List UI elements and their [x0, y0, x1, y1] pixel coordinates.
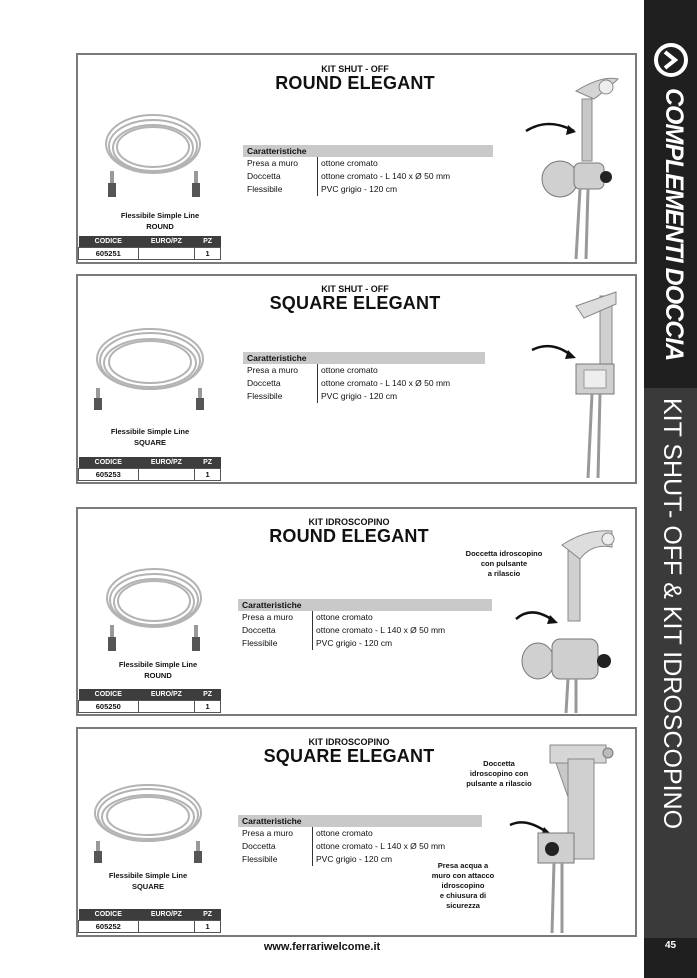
spec-row	[238, 827, 482, 840]
header-codice: CODICE	[79, 909, 139, 921]
product-name: ROUND ELEGANT	[275, 73, 435, 93]
spec-title: Caratteristiche	[243, 352, 485, 364]
spec-key: Presa a muro	[238, 827, 313, 840]
price-table	[78, 236, 221, 260]
spec-row	[243, 364, 485, 377]
spec-row	[243, 157, 493, 170]
product-box-605251	[76, 53, 637, 264]
hose-image	[90, 781, 206, 869]
product-name: ROUND ELEGANT	[269, 526, 429, 546]
header-euro: EURO/PZ	[138, 236, 195, 248]
spec-key: Presa a muro	[243, 157, 318, 170]
spec-value: ottone cromato	[316, 612, 373, 622]
sidebar	[644, 0, 697, 978]
spec-value: ottone cromato	[321, 365, 378, 375]
hose-caption-line2: ROUND	[144, 671, 172, 680]
hose-caption-line2: SQUARE	[133, 438, 167, 447]
hose-caption	[88, 870, 208, 892]
spec-key: Presa a muro	[238, 611, 313, 624]
hose-caption	[90, 426, 210, 448]
hose-caption-line2: ROUND	[146, 222, 174, 231]
hose-caption-line2: SQUARE	[131, 882, 165, 891]
cell-code: 605250	[79, 701, 139, 713]
spec-title: Caratteristiche	[238, 815, 482, 827]
note-line: con pulsante	[480, 559, 528, 568]
header-pz: PZ	[195, 909, 221, 921]
note-line: muro con attacco	[431, 871, 495, 880]
spec-key: Presa a muro	[243, 364, 318, 377]
product-name: SQUARE ELEGANT	[263, 746, 435, 766]
shower-kit-image	[518, 69, 628, 261]
product-box-605250	[76, 507, 637, 716]
spec-row	[238, 637, 492, 650]
spec-row	[238, 624, 492, 637]
cell-price	[138, 701, 195, 713]
product-box-605253	[76, 274, 637, 484]
sidebar-title-top: COMPLEMENTI DOCCIA	[660, 88, 688, 361]
spec-row	[238, 840, 482, 853]
spec-value: ottone cromato - L 140 x Ø 50 mm	[316, 841, 446, 851]
hose-caption-line1: Flessibile Simple Line	[110, 427, 190, 436]
note-line: Presa acqua a	[437, 861, 489, 870]
spec-table	[238, 599, 492, 650]
spec-title: Caratteristiche	[243, 145, 493, 157]
spec-key: Doccetta	[238, 624, 313, 637]
brand-logo-icon	[653, 42, 689, 78]
cell-price	[138, 921, 195, 933]
kit-type: KIT SHUT - OFF	[321, 284, 389, 294]
cell-price	[138, 248, 195, 260]
cell-pz: 1	[195, 469, 221, 481]
page-number: 45	[664, 940, 677, 951]
product-name: SQUARE ELEGANT	[269, 293, 441, 313]
cell-pz: 1	[195, 921, 221, 933]
spec-value: ottone cromato - L 140 x Ø 50 mm	[316, 625, 446, 635]
note-line: a rilascio	[487, 569, 521, 578]
header-euro: EURO/PZ	[138, 909, 195, 921]
note-line: idroscopino	[441, 881, 485, 890]
hose-caption	[98, 659, 218, 681]
kit-type: KIT SHUT - OFF	[321, 64, 389, 74]
cell-pz: 1	[195, 701, 221, 713]
bidet-kit-image	[508, 737, 632, 933]
kit-type: KIT IDROSCOPINO	[308, 517, 390, 527]
product-box-605252	[76, 727, 637, 937]
hose-image	[102, 111, 204, 201]
header-euro: EURO/PZ	[138, 457, 195, 469]
header-euro: EURO/PZ	[138, 689, 195, 701]
spec-value: PVC grigio - 120 cm	[321, 184, 398, 194]
spec-row	[238, 611, 492, 624]
hose-caption-line1: Flessibile Simple Line	[118, 660, 198, 669]
sidebar-title-bottom: KIT SHUT- OFF & KIT IDROSCOPINO	[658, 398, 686, 830]
header-codice: CODICE	[79, 457, 139, 469]
shower-kit-image	[528, 288, 628, 480]
spec-key: Flessibile	[243, 183, 318, 196]
note-line: pulsante a rilascio	[466, 779, 532, 788]
header-pz: PZ	[195, 236, 221, 248]
note-line: idroscopino con	[469, 769, 529, 778]
cell-code: 605253	[79, 469, 139, 481]
spec-key: Flessibile	[238, 853, 313, 866]
spec-value: ottone cromato	[316, 828, 373, 838]
bidet-kit-image	[508, 521, 630, 713]
spec-value: PVC grigio - 120 cm	[316, 854, 393, 864]
kit-type: KIT IDROSCOPINO	[308, 737, 390, 747]
spec-key: Doccetta	[243, 170, 318, 183]
hose-image	[92, 326, 208, 416]
price-table	[78, 457, 221, 481]
spec-row	[243, 377, 485, 390]
website-link[interactable]: www.ferrariwelcome.it	[263, 941, 381, 953]
spec-table	[243, 352, 485, 403]
header-codice: CODICE	[79, 689, 139, 701]
cell-code: 605251	[79, 248, 139, 260]
cell-code: 605252	[79, 921, 139, 933]
spec-value: ottone cromato	[321, 158, 378, 168]
spec-table	[238, 815, 482, 866]
note-line: sicurezza	[446, 901, 480, 910]
spec-row	[243, 170, 493, 183]
spec-row	[243, 390, 485, 403]
note-line: Doccetta idroscopino	[465, 549, 543, 558]
note-line: e chiusura di	[439, 891, 487, 900]
header-pz: PZ	[195, 457, 221, 469]
hose-caption-line1: Flessibile Simple Line	[120, 211, 200, 220]
cell-price	[138, 469, 195, 481]
price-table	[78, 909, 221, 933]
hose-caption-line1: Flessibile Simple Line	[108, 871, 188, 880]
spec-value: ottone cromato - L 140 x Ø 50 mm	[321, 378, 451, 388]
spec-value: PVC grigio - 120 cm	[321, 391, 398, 401]
cell-pz: 1	[195, 248, 221, 260]
spec-title: Caratteristiche	[238, 599, 492, 611]
spec-table	[243, 145, 493, 196]
spec-key: Doccetta	[238, 840, 313, 853]
hose-caption	[100, 210, 220, 232]
note-line: Doccetta	[483, 759, 515, 768]
hose-image	[102, 565, 206, 655]
spec-row	[243, 183, 493, 196]
header-pz: PZ	[195, 689, 221, 701]
spec-key: Flessibile	[243, 390, 318, 403]
wall-outlet-note	[420, 861, 506, 911]
header-codice: CODICE	[79, 236, 139, 248]
spec-value: PVC grigio - 120 cm	[316, 638, 393, 648]
spec-value: ottone cromato - L 140 x Ø 50 mm	[321, 171, 451, 181]
spec-key: Flessibile	[238, 637, 313, 650]
price-table	[78, 689, 221, 713]
spec-key: Doccetta	[243, 377, 318, 390]
